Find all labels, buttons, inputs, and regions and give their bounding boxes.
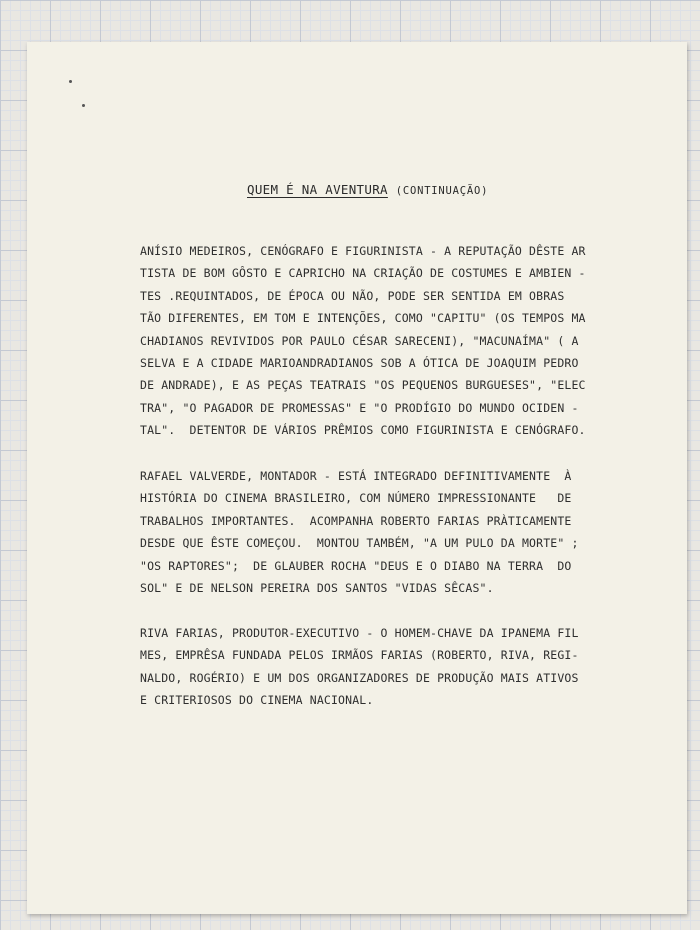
text-line: E CRITERIOSOS DO CINEMA NACIONAL. <box>140 693 374 708</box>
text-line: TRABALHOS IMPORTANTES. ACOMPANHA ROBERTO FARIAS PRÀTICAMENTE <box>140 513 572 528</box>
page-title <box>247 182 488 197</box>
title-suffix: (CONTINUAÇÃO) <box>395 185 489 197</box>
text-line: "OS RAPTORES"; DE GLAUBER ROCHA "DEUS E O DIABO NA TERRA DO <box>140 558 572 573</box>
text-line: TES .REQUINTADOS, DE ÉPOCA OU NÃO, PODE SER SENTIDA EM OBRAS <box>140 288 565 303</box>
ink-speck <box>69 80 72 83</box>
paragraph-riva-farias <box>140 622 640 712</box>
paragraph-rafael-valverde <box>140 465 640 599</box>
typewritten-page <box>27 42 687 914</box>
text-line: SOL" E DE NELSON PEREIRA DOS SANTOS "VIDAS SÊCAS". <box>140 580 494 595</box>
text-line: MES, EMPRÊSA FUNDADA PELOS IRMÃOS FARIAS (ROBERTO, RIVA, REGI- <box>140 648 579 663</box>
text-line: TRA", "O PAGADOR DE PROMESSAS" E "O PRODÍGIO DO MUNDO OCIDEN - <box>140 400 579 415</box>
ink-speck <box>82 104 85 107</box>
text-line: RAFAEL VALVERDE, MONTADOR - ESTÁ INTEGRADO DEFINITIVAMENTE À <box>140 469 572 483</box>
text-line: CHADIANOS REVIVIDOS POR PAULO CÉSAR SARECENI), "MACUNAÍMA" ( A <box>140 333 579 348</box>
text-line: TÃO DIFERENTES, EM TOM E INTENÇÕES, COMO "CAPITU" (OS TEMPOS MA <box>140 311 586 326</box>
paragraph-anisio-medeiros <box>140 240 640 442</box>
text-line: SELVA E A CIDADE MARIOANDRADIANOS SOB A ÓTICA DE JOAQUIM PEDRO <box>140 355 579 370</box>
text-line: TAL". DETENTOR DE VÁRIOS PRÊMIOS COMO FIGURINISTA E CENÓGRAFO. <box>140 423 586 438</box>
title-text: QUEM É NA AVENTURA <box>247 182 388 197</box>
text-line: ANÍSIO MEDEIROS, CENÓGRAFO E FIGURINISTA - A REPUTAÇÃO DÊSTE AR <box>140 244 586 258</box>
text-line: TISTA DE BOM GÔSTO E CAPRICHO NA CRIAÇÃO DE COSTUMES E AMBIEN - <box>140 266 586 281</box>
text-line: HISTÓRIA DO CINEMA BRASILEIRO, COM NÚMERO IMPRESSIONANTE DE <box>140 491 572 506</box>
text-line: NALDO, ROGÉRIO) E UM DOS ORGANIZADORES DE PRODUÇÃO MAIS ATIVOS <box>140 670 579 685</box>
text-line: RIVA FARIAS, PRODUTOR-EXECUTIVO - O HOMEM-CHAVE DA IPANEMA FIL <box>140 626 579 640</box>
text-line: DESDE QUE ÊSTE COMEÇOU. MONTOU TAMBÉM, "A UM PULO DA MORTE" ; <box>140 536 579 551</box>
text-line: DE ANDRADE), E AS PEÇAS TEATRAIS "OS PEQUENOS BURGUESES", "ELEC <box>140 378 586 393</box>
